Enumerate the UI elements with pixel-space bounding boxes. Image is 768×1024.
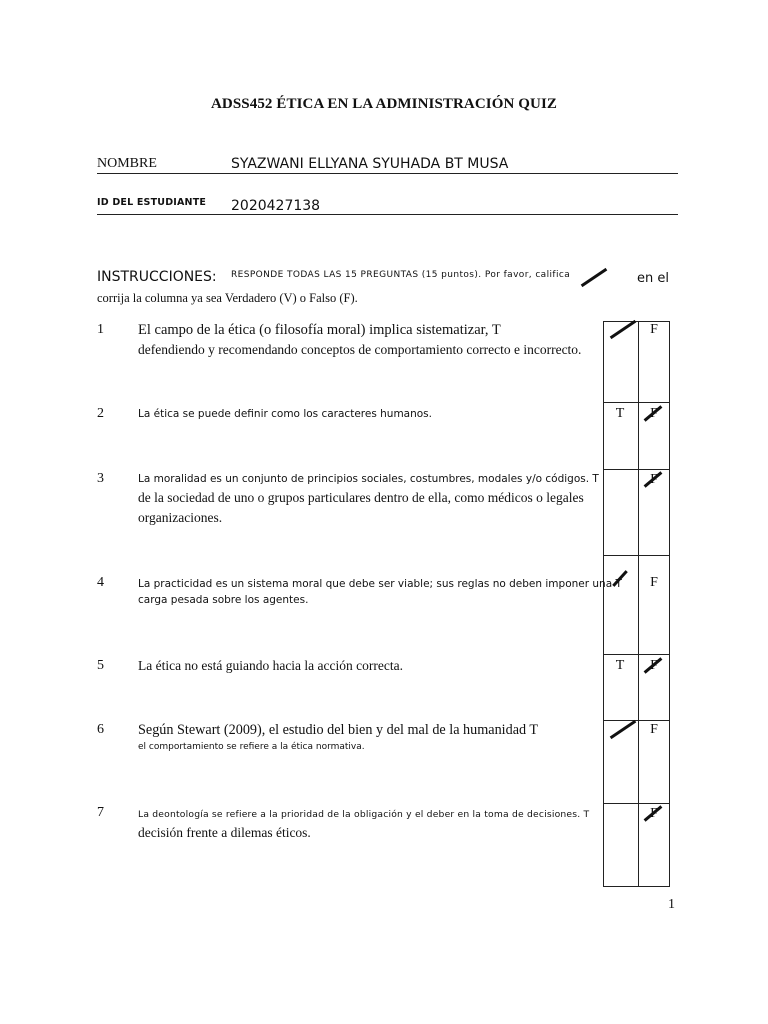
question-text-continued: el comportamiento se refiere a la ética normativa. xyxy=(138,742,365,752)
question-number: 3 xyxy=(97,471,104,486)
question-number: 5 xyxy=(97,658,104,673)
student-id-label: ID DEL ESTUDIANTE xyxy=(97,197,207,208)
question-text-continued: de la sociedad de uno o grupos particulares dentro de ella, como médicos o legales xyxy=(138,490,584,505)
page-number: 1 xyxy=(668,897,675,912)
student-id-underline xyxy=(97,214,678,215)
student-id-value: 2020427138 xyxy=(231,198,321,214)
question-text-continued: defendiendo y recomendando conceptos de comportamiento correcto e incorrecto. xyxy=(138,342,582,357)
instructions-tail: en el xyxy=(637,271,669,286)
instructions-check-mark xyxy=(581,268,608,287)
question-number: 4 xyxy=(97,575,104,590)
instructions-text: RESPONDE TODAS LAS 15 PREGUNTAS (15 puntos). Por favor, califica xyxy=(231,270,571,280)
question-number: 1 xyxy=(97,322,104,337)
question-text: La moralidad es un conjunto de principios sociales, costumbres, modales y/o códigos. T xyxy=(138,473,599,485)
question-text-continued: organizaciones. xyxy=(138,510,223,525)
option-f: F xyxy=(650,722,658,737)
question-text: La practicidad es un sistema moral que debe ser viable; sus reglas no deben imponer una T xyxy=(138,578,622,590)
row-separator xyxy=(604,803,669,804)
option-t: T xyxy=(615,406,625,421)
question-number: 2 xyxy=(97,406,104,421)
question-text: Según Stewart (2009), el estudio del bien y del mal de la humanidad T xyxy=(138,722,539,738)
option-t: T xyxy=(615,658,625,673)
question-text: El campo de la ética (o filosofía moral) implica sistematizar, T xyxy=(138,322,501,338)
row-separator xyxy=(604,469,669,470)
name-underline xyxy=(97,173,678,174)
option-f: F xyxy=(650,575,658,590)
option-f: F xyxy=(650,806,658,821)
name-value: SYAZWANI ELLYANA SYUHADA BT MUSA xyxy=(231,156,509,172)
question-text: La deontología se refiere a la prioridad de la obligación y el deber en la toma de decisiones. T xyxy=(138,809,590,820)
question-number: 7 xyxy=(97,805,104,820)
question-text: La ética no está guiando hacia la acción correcta. xyxy=(138,658,403,673)
answer-table-divider xyxy=(638,322,639,886)
question-text-continued: carga pesada sobre los agentes. xyxy=(138,594,309,606)
instructions-label: INSTRUCCIONES: xyxy=(97,269,217,285)
question-text-continued: decisión frente a dilemas éticos. xyxy=(138,825,311,840)
instructions-line2: corrija la columna ya sea Verdadero (V) o Falso (F). xyxy=(97,291,358,305)
row-separator xyxy=(604,654,669,655)
row-separator xyxy=(604,555,669,556)
row-separator xyxy=(604,402,669,403)
question-text: La ética se puede definir como los caracteres humanos. xyxy=(138,408,432,420)
option-f: F xyxy=(650,406,658,421)
document-title: ADSS452 ÉTICA EN LA ADMINISTRACIÓN QUIZ xyxy=(210,96,558,112)
option-f: F xyxy=(650,658,658,673)
row-separator xyxy=(604,720,669,721)
name-label: NOMBRE xyxy=(97,156,157,171)
option-f: F xyxy=(650,472,658,487)
option-f: F xyxy=(650,322,658,337)
question-number: 6 xyxy=(97,722,104,737)
